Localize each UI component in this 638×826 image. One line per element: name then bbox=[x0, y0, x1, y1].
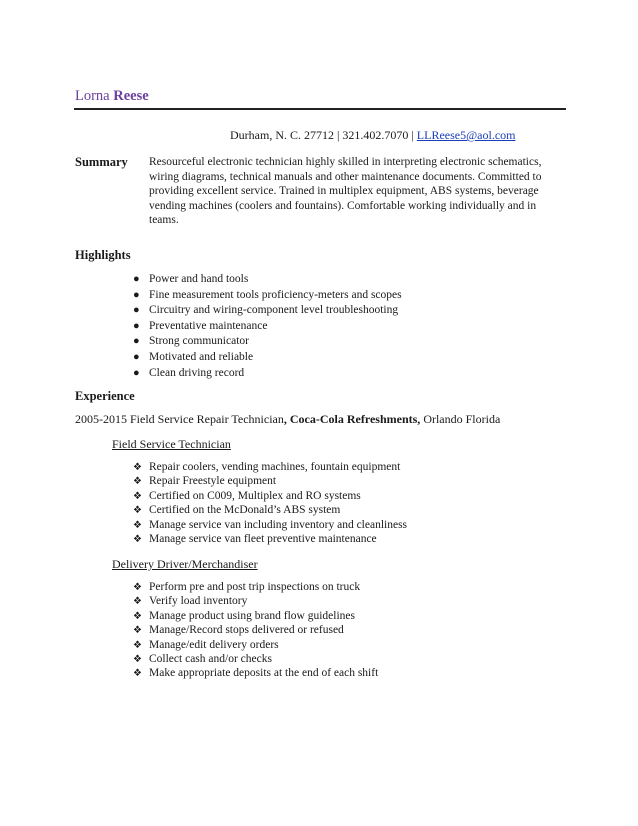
experience-heading: Experience bbox=[75, 389, 135, 403]
diamond-bullet-icon: ❖ bbox=[133, 610, 142, 622]
bullet-dot-icon: ● bbox=[133, 319, 140, 332]
bullet-dot-icon: ● bbox=[133, 273, 140, 285]
highlight-text: Preventative maintenance bbox=[149, 319, 268, 332]
header-rule bbox=[74, 108, 566, 110]
highlight-item bbox=[133, 366, 402, 382]
highlights-list bbox=[133, 272, 402, 381]
diamond-bullet-icon: ❖ bbox=[133, 505, 142, 517]
diamond-bullet-icon: ❖ bbox=[133, 462, 142, 473]
highlights-heading: Highlights bbox=[75, 248, 131, 262]
resume-name bbox=[75, 88, 149, 105]
highlight-item bbox=[133, 303, 402, 319]
bullet-dot-icon: ● bbox=[133, 350, 140, 363]
role-title-field-service: Field Service Technician bbox=[112, 437, 231, 451]
contact-line bbox=[230, 128, 515, 143]
duty-text: Certified on the McDonald’s ABS system bbox=[149, 504, 341, 517]
highlight-item bbox=[133, 350, 402, 366]
last-name: Reese bbox=[113, 88, 149, 104]
duty-text: Repair Freestyle equipment bbox=[149, 475, 277, 488]
duty-item bbox=[133, 594, 378, 608]
diamond-bullet-icon: ❖ bbox=[133, 490, 142, 502]
duty-text: Manage/Record stops delivered or refused bbox=[149, 624, 344, 637]
highlight-text: Circuitry and wiring-component level troubleshooting bbox=[149, 304, 399, 317]
duty-item bbox=[133, 474, 407, 488]
highlight-item bbox=[133, 288, 402, 304]
contact-address-phone: Durham, N. C. 27712 | 321.402.7070 | bbox=[230, 128, 417, 142]
duty-text: Perform pre and post trip inspections on truck bbox=[149, 581, 361, 593]
summary-text: Resourceful electronic technician highly skilled in interpreting electronic schematics, wiring diagrams, technical manuals and other maintenance documents. Committed to providing excellent service. Trained in multiplex equipment, ABS systems, beverage vending machines (coolers and fountains). Comfortable working individually and in teams. bbox=[149, 156, 542, 226]
diamond-bullet-icon: ❖ bbox=[133, 519, 142, 531]
first-name: Lorna bbox=[75, 88, 110, 104]
duty-text: Manage product using brand flow guidelines bbox=[149, 609, 355, 622]
summary-heading: Summary bbox=[75, 155, 128, 169]
duty-item bbox=[133, 460, 407, 474]
diamond-bullet-icon: ❖ bbox=[133, 533, 142, 545]
duty-text: Repair coolers, vending machines, fountain equipment bbox=[149, 461, 401, 473]
role-duties-delivery-driver bbox=[133, 580, 378, 681]
job-dates-title: 2005-2015 Field Service Repair Technician bbox=[75, 412, 284, 426]
diamond-bullet-icon: ❖ bbox=[133, 596, 142, 608]
role-duties-field-service bbox=[133, 460, 407, 546]
duty-text: Collect cash and/or checks bbox=[149, 652, 272, 665]
duty-item bbox=[133, 623, 378, 637]
bullet-dot-icon: ● bbox=[133, 366, 140, 379]
experience-job-line bbox=[75, 412, 500, 427]
email-link[interactable]: LLReese5@aol.com bbox=[416, 128, 516, 142]
highlight-text: Fine measurement tools proficiency-meters and scopes bbox=[149, 288, 402, 301]
highlight-item bbox=[133, 334, 402, 350]
diamond-bullet-icon: ❖ bbox=[133, 653, 142, 665]
bullet-dot-icon: ● bbox=[133, 288, 140, 301]
highlight-text: Strong communicator bbox=[149, 335, 249, 348]
diamond-bullet-icon: ❖ bbox=[133, 625, 142, 637]
duty-item bbox=[133, 609, 378, 623]
diamond-bullet-icon: ❖ bbox=[133, 476, 142, 488]
diamond-bullet-icon: ❖ bbox=[133, 582, 142, 593]
highlight-item bbox=[133, 272, 402, 288]
duty-item bbox=[133, 518, 407, 532]
highlight-text: Clean driving record bbox=[149, 366, 245, 379]
duty-text: Manage service van fleet preventive maintenance bbox=[149, 532, 377, 545]
bullet-dot-icon: ● bbox=[133, 304, 140, 317]
duty-item bbox=[133, 666, 378, 680]
duty-item bbox=[133, 532, 407, 546]
duty-text: Verify load inventory bbox=[149, 595, 248, 608]
duty-text: Certified on C009, Multiplex and RO systems bbox=[149, 489, 361, 502]
highlight-text: Motivated and reliable bbox=[149, 350, 254, 363]
duty-text: Manage service van including inventory and cleanliness bbox=[149, 518, 408, 531]
duty-item bbox=[133, 652, 378, 666]
diamond-bullet-icon: ❖ bbox=[133, 639, 142, 651]
diamond-bullet-icon: ❖ bbox=[133, 668, 142, 680]
bullet-dot-icon: ● bbox=[133, 335, 140, 348]
job-location: Orlando Florida bbox=[420, 412, 501, 426]
duty-item bbox=[133, 503, 407, 517]
highlight-text: Power and hand tools bbox=[149, 273, 249, 285]
duty-item bbox=[133, 638, 378, 652]
duty-item bbox=[133, 489, 407, 503]
job-company: , Coca-Cola Refreshments, bbox=[283, 412, 421, 426]
duty-text: Make appropriate deposits at the end of each shift bbox=[149, 667, 379, 680]
duty-item bbox=[133, 580, 378, 594]
duty-text: Manage/edit delivery orders bbox=[149, 638, 279, 651]
role-title-delivery-driver: Delivery Driver/Merchandiser bbox=[112, 557, 258, 571]
highlight-item bbox=[133, 319, 402, 335]
